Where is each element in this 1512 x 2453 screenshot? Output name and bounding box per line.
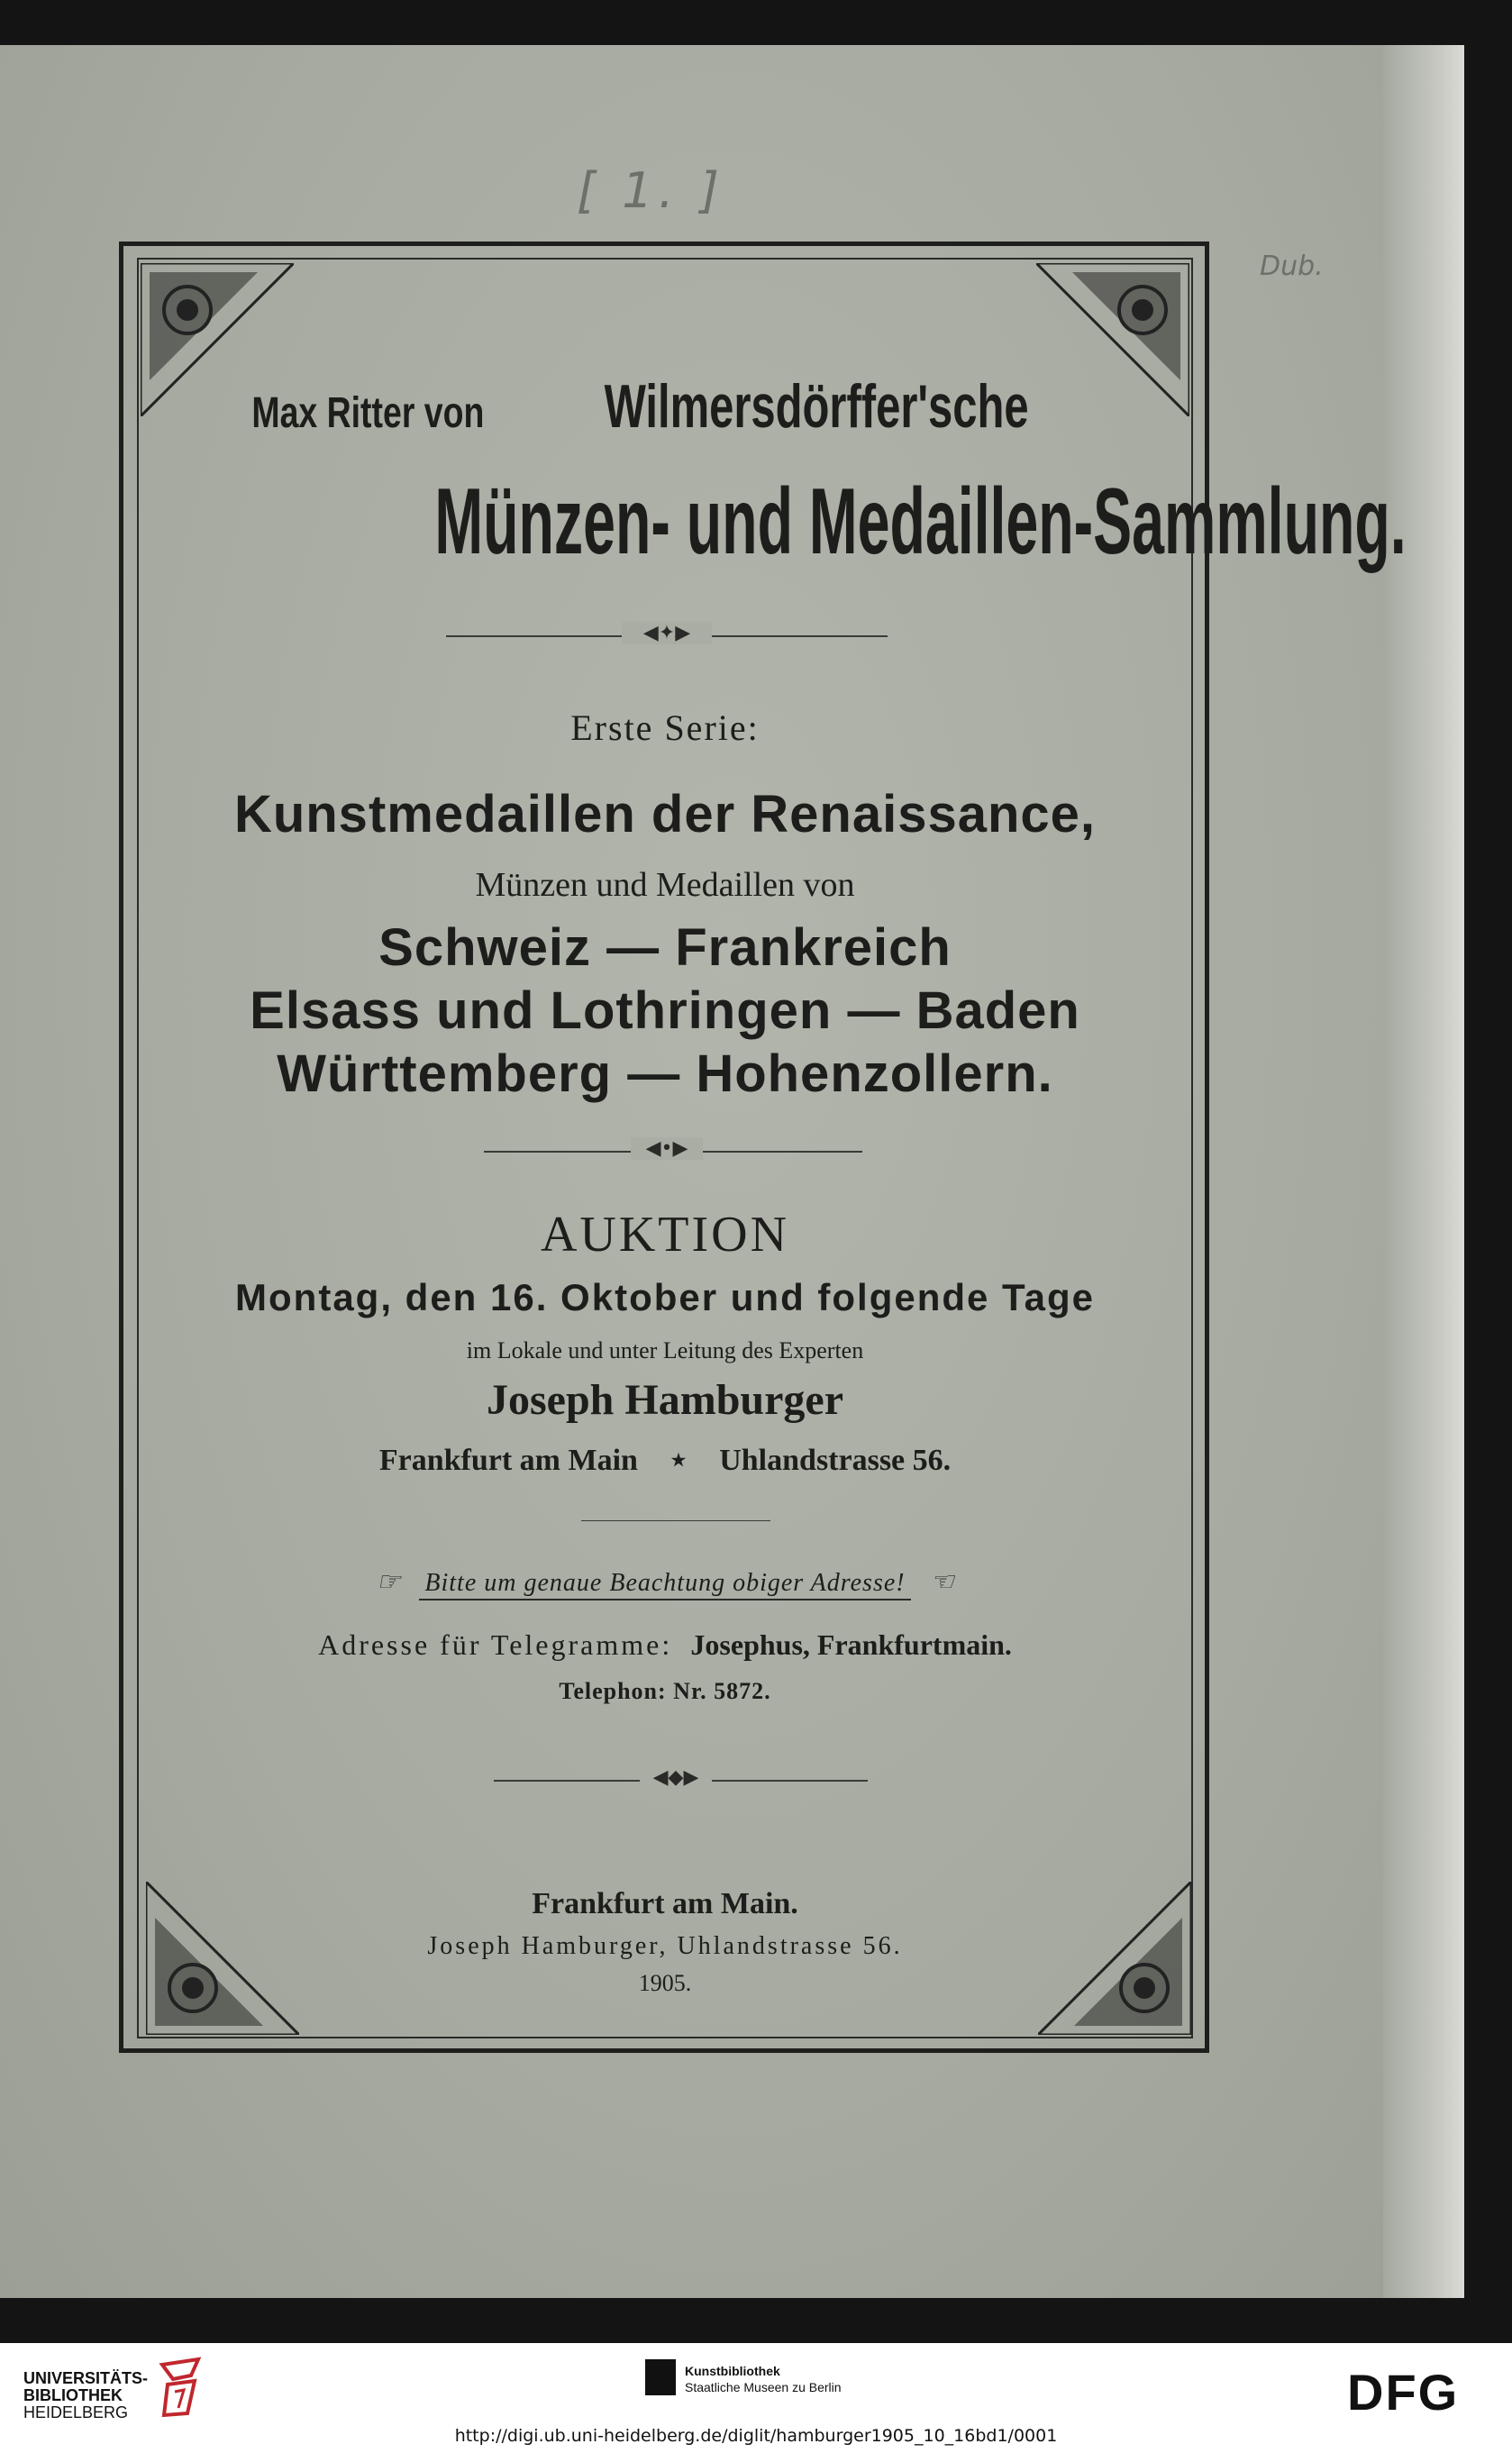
telegram-label: Adresse für Telegramme:	[318, 1628, 673, 1661]
ub-logo-line: BIBLIOTHEK	[23, 2386, 123, 2404]
phone-number: Telephon: Nr. 5872.	[559, 1678, 771, 1704]
title-line-2	[137, 469, 1407, 576]
imprint-publisher: Joseph Hamburger, Uhlandstrasse 56.	[427, 1932, 903, 1960]
divider-rule	[581, 1520, 770, 1521]
title-prefix: Max Ritter von	[251, 389, 485, 437]
divider-ornament-icon: ◀•▶	[631, 1137, 703, 1160]
region-line: Württemberg — Hohenzollern.	[277, 1044, 1053, 1103]
paper-edge	[1383, 45, 1464, 2298]
expert-street: Uhlandstrasse 56.	[719, 1444, 952, 1477]
pointing-hand-icon: ☜	[929, 1567, 954, 1597]
auction-label: AUKTION	[540, 1207, 790, 1263]
ub-heidelberg-logo[interactable]	[23, 2370, 148, 2421]
separator-icon: ⋆	[669, 1444, 688, 1477]
dfg-logo[interactable]: DFG	[1347, 2364, 1460, 2421]
ub-logo-line: UNIVERSITÄTS-	[23, 2369, 149, 2387]
title-line-1	[137, 371, 1193, 442]
series-label: Erste Serie:	[570, 707, 760, 748]
address-notice: Bitte um genaue Beachtung obiger Adresse!	[419, 1569, 910, 1600]
ub-emblem-icon	[155, 2356, 209, 2419]
divider-ornament-icon: ◀✦▶	[622, 622, 712, 644]
digitization-footer	[0, 2343, 1512, 2453]
auction-date: Montag, den 16. Oktober und folgende Tage	[235, 1276, 1095, 1318]
series-subline: Münzen und Medaillen von	[475, 866, 855, 904]
ub-logo-line: HEIDELBERG	[23, 2403, 129, 2421]
telegram-address: Josephus, Frankfurtmain.	[690, 1628, 1012, 1661]
telegram-line	[137, 1628, 1193, 1662]
kunstbibliothek-logo[interactable]	[685, 2363, 842, 2395]
region-line: Schweiz — Frankreich	[378, 918, 952, 977]
title-collector-name: Wilmersdörffer'sche	[604, 372, 1029, 441]
series-headline: Kunstmedaillen der Renaissance,	[233, 785, 1097, 844]
divider-ornament-icon: ◀◆▶	[640, 1766, 712, 1789]
pencil-note-dub: Dub.	[1260, 251, 1324, 282]
kb-logo-line: Kunstbibliothek	[685, 2364, 780, 2378]
auction-venue-note: im Lokale und unter Leitung des Experten	[466, 1337, 864, 1363]
region-line: Elsass und Lothringen — Baden	[250, 981, 1080, 1040]
expert-city: Frankfurt am Main	[378, 1444, 638, 1477]
pointing-hand-icon: ☞	[376, 1567, 401, 1597]
expert-address	[137, 1442, 1193, 1478]
imprint-place: Frankfurt am Main.	[532, 1887, 798, 1920]
kunstbibliothek-emblem-icon	[645, 2359, 676, 2395]
pencil-note-bracket: [ 1. ]	[577, 162, 724, 219]
collection-title: Münzen- und Medaillen-Sammlung.	[434, 470, 1407, 574]
kb-logo-line: Staatliche Museen zu Berlin	[685, 2380, 842, 2394]
permalink-url[interactable]: http://digi.ub.uni-heidelberg.de/diglit/hamburger1905_10_16bd1/0001	[454, 2426, 1058, 2446]
expert-name: Joseph Hamburger	[487, 1376, 843, 1424]
notice-line	[137, 1566, 1193, 1598]
imprint-year: 1905.	[638, 1970, 692, 1996]
